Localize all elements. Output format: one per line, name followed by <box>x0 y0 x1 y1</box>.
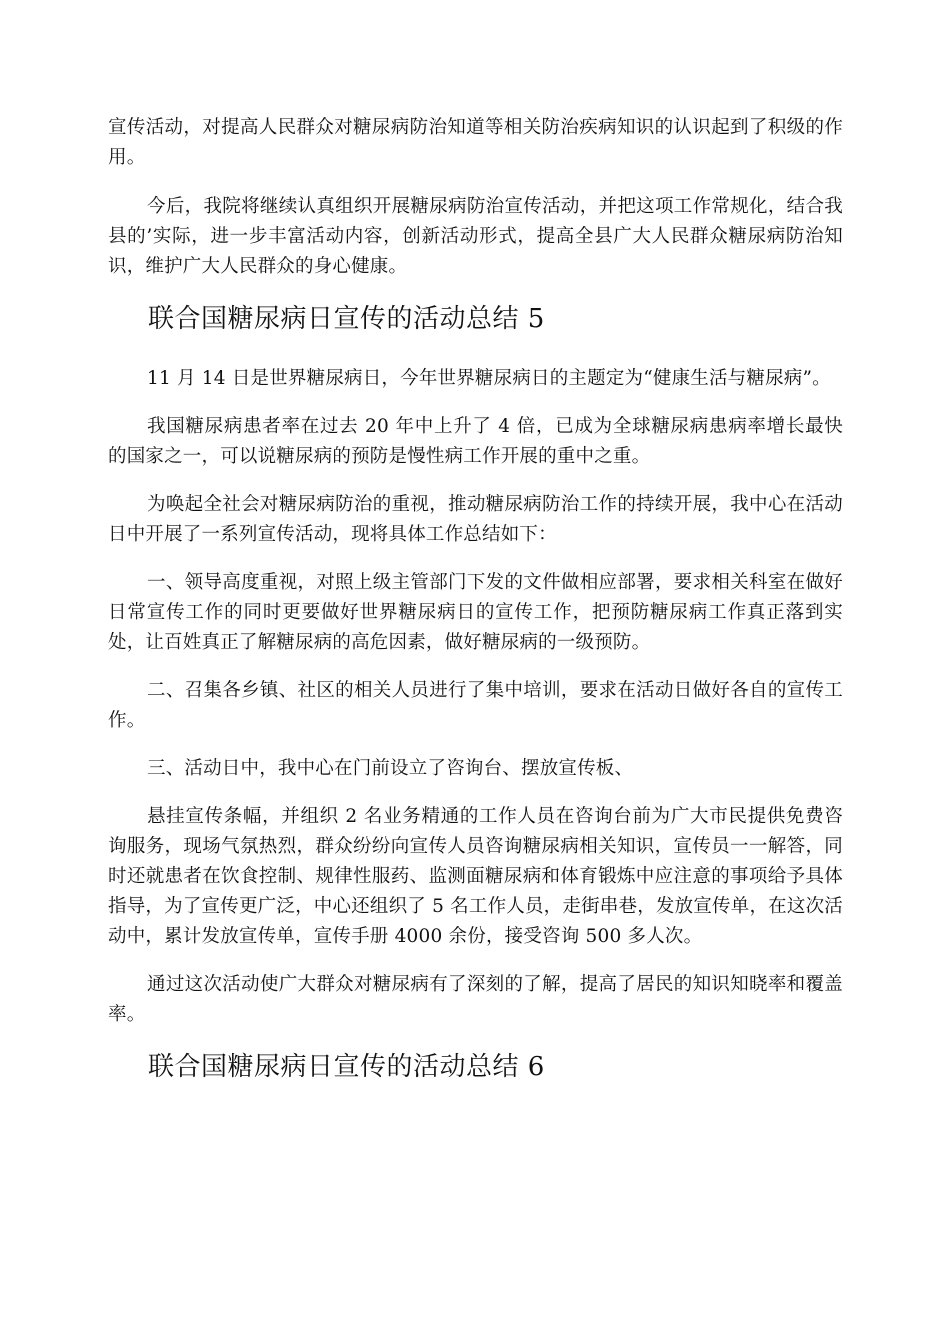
paragraph-continued: 宣传活动，对提高人民群众对糖尿病防治知道等相关防治疾病知识的认识起到了积级的作用。 <box>108 117 843 168</box>
paragraph-conclusion: 通过这次活动使广大群众对糖尿病有了深刻的了解，提高了居民的知识知晓率和覆盖率。 <box>108 974 843 1025</box>
paragraph-point-three: 三、活动日中，我中心在门前设立了咨询台、摆放宣传板、 <box>147 758 634 779</box>
paragraph-diabetes-day-theme: 11 月 14 日是世界糖尿病日，今年世界糖尿病日的主题定为“健康生活与糖尿病”。 <box>147 368 831 389</box>
paragraph-prevalence: 我国糖尿病患者率在过去 20 年中上升了 4 倍，已成为全球糖尿病患病率增长最快的国家之一，可以说糖尿病的预防是慢性病工作开展的重中之重。 <box>108 416 843 467</box>
paragraph-point-two: 二、召集各乡镇、社区的相关人员进行了集中培训，要求在活动日做好各自的宣传工作。 <box>108 680 843 731</box>
section-heading-6: 联合国糖尿病日宣传的活动总结 6 <box>148 1052 545 1082</box>
paragraph-point-one: 一、领导高度重视，对照上级主管部门下发的文件做相应部署，要求相关科室在做好日常宣传工作的同时更要做好世界糖尿病日的宣传工作，把预防糖尿病工作真正落到实处，让百姓真正了解糖尿病的高危因素，做好糖尿病的一级预防。 <box>108 572 843 653</box>
section-heading-5: 联合国糖尿病日宣传的活动总结 5 <box>148 304 545 334</box>
paragraph-summary-intro: 为唤起全社会对糖尿病防治的重视，推动糖尿病防治工作的持续开展，我中心在活动日中开展了一系列宣传活动，现将具体工作总结如下： <box>108 494 843 545</box>
paragraph-future-plans: 今后，我院将继续认真组织开展糖尿病防治宣传活动，并把这项工作常规化，结合我县的’实际，进一步丰富活动内容，创新活动形式，提高全县广大人民群众糖尿病防治知识，维护广大人民群众的身心健康。 <box>108 196 843 277</box>
paragraph-activity-details: 悬挂宣传条幅，并组织 2 名业务精通的工作人员在咨询台前为广大市民提供免费咨询服务，现场气氛热烈，群众纷纷向宣传人员咨询糖尿病相关知识，宣传员一一解答，同时还就患者在饮食控制、规律性服药、监测面糖尿病和体育锻炼中应注意的事项给予具体指导，为了宣传更广泛，中心还组织了 5 名工作人员，走街串巷，发放宣传单，在这次活动中，累计发放宣传单，宣传手册 4000 余份，接受咨询 500 多人次。 <box>108 806 843 947</box>
document-body <box>108 113 843 1086</box>
